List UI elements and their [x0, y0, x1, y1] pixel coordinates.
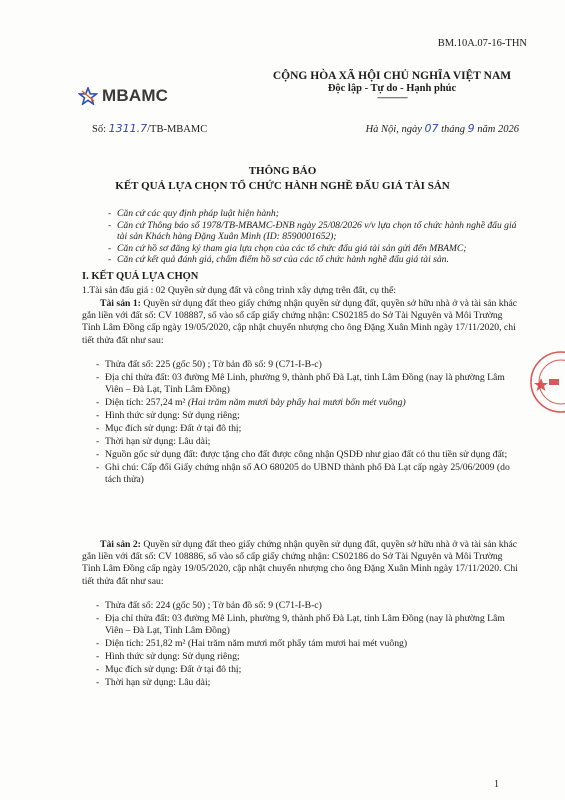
document-date [366, 122, 519, 135]
date-prefix: Hà Nội, ngày [365, 124, 422, 135]
detail-row [96, 397, 522, 409]
section-intro: 1.Tài sản đấu giá : 02 Quyền sử dụng đất và công trình xây dựng trên đất, cụ thể: [82, 285, 396, 296]
notice-subtitle: KẾT QUẢ LỰA CHỌN TỔ CHỨC HÀNH NGHỀ ĐẤU GIÁ TÀI SẢN [115, 180, 450, 192]
company-logo [78, 86, 168, 106]
logo-text: MBAMC [102, 86, 169, 105]
detail-row: - Địa chỉ thửa đất: 03 đường Mê Linh, phường 9, thành phố Đà Lạt, tỉnh Lâm Đồng (nay là phường Lâm Viên – Đà Lạt, Tỉnh Lâm Đồng) [96, 372, 522, 396]
page-number: 1 [494, 779, 499, 790]
legal-basis-item: - Căn cứ Thông báo số 1978/TB-MBAMC-ĐNB ngày 25/08/2026 v/v lựa chọn tổ chức hành nghề đấu giá tài sản Khách hàng Đặng Xuân Minh (ID: 8590001652); [108, 220, 528, 243]
legal-basis-item: - Căn cứ các quy định pháp luật hiện hành; [108, 208, 528, 220]
detail-row: - Diện tích: 251,82 m² (Hai trăm năm mươi mốt phẩy tám mươi hai mét vuông) [96, 638, 522, 650]
mbamc-star-icon [78, 87, 98, 105]
asset-1-label: Tài sản 1: [100, 298, 141, 309]
area-words: (Hai trăm năm mươi bảy phẩy hai mươi bốn mét vuông) [187, 397, 406, 409]
area-value: Diện tích: 257,24 m² [105, 397, 188, 409]
legal-bases [108, 208, 528, 266]
asset-2-paragraph [82, 539, 522, 588]
detail-row: - Mục đích sử dụng: Đất ở tại đô thị; [96, 423, 522, 435]
detail-row: - Ghi chú: Cấp đổi Giấy chứng nhận số AO 680205 do UBND thành phố Đà Lạt cấp ngày 25/06/2009 (do tách thửa) [96, 462, 522, 486]
form-code: BM.10A.07-16-THN [437, 38, 527, 49]
detail-row: - Địa chỉ thửa đất: 03 đường Mê Linh, phường 9, thành phố Đà Lạt, tỉnh Lâm Đồng (nay là phường Lâm Viên – Đà Lạt, Tỉnh Lâm Đồng) [96, 613, 522, 637]
detail-row: - Thửa đất số: 225 (gốc 50) ; Tờ bản đồ số: 9 (C71-I-B-c) [96, 359, 522, 371]
motto-rule: --------------- [377, 92, 407, 102]
national-header [262, 70, 522, 100]
asset-2-text: Quyền sử dụng đất theo giấy chứng nhận quyền sử dụng đất, quyền sở hữu nhà ở và tài sản khác gắn liền với đất số: CV 108886, số vào sổ cấp giấy chứng nhận: CS02186 do Sở Tài Nguyên và Môi Trường Tỉnh Lâm Đồng cấp ngày 19/05/2020, cập nhật chuyển nhượng cho ông Đặng Xuân Minh ngày 17/11/2020. Chi tiết thửa đất như sau: [82, 539, 518, 587]
date-month: 9 [467, 122, 475, 135]
legal-basis-item: - Căn cứ hồ sơ đăng ký tham gia lựa chọn của các tổ chức đấu giá tài sản gửi đến MBAMC; [108, 243, 528, 255]
detail-row: - Hình thức sử dụng: Sử dụng riêng; [96, 410, 522, 422]
asset-1-details [96, 359, 522, 487]
asset-1-paragraph [82, 298, 522, 347]
detail-row: - Nguồn gốc sử dụng đất: được tặng cho đất được công nhận QSDĐ như giao đất có thu tiền sử dụng đất; [96, 449, 522, 461]
doc-no-label: Số: [92, 124, 107, 135]
document-number [92, 122, 207, 135]
notice-title: THÔNG BÁO [248, 165, 317, 177]
legal-basis-item: - Căn cứ kết quả đánh giá, chấm điểm hồ sơ của các tổ chức hành nghề đấu giá tài sản. [108, 254, 528, 266]
national-title: CỘNG HÒA XÃ HỘI CHỦ NGHĨA VIỆT NAM [272, 70, 512, 82]
red-seal-stamp [529, 350, 565, 414]
detail-row: - Hình thức sử dụng: Sử dụng riêng; [96, 651, 522, 663]
section-heading: I. KẾT QUẢ LỰA CHỌN [82, 271, 199, 282]
date-year: năm 2026 [477, 124, 519, 135]
asset-2-details [96, 600, 522, 690]
asset-1-text: Quyền sử dụng đất theo giấy chứng nhận quyền sử dụng đất, quyền sở hữu nhà ở và tài sản khác gắn liền với đất số: CV 108887, số vào sổ cấp giấy chứng nhận: CS02185 do Sở Tài Nguyên và Môi Trường Tỉnh Lâm Đồng cấp ngày 19/05/2020, cập nhật chuyển nhượng cho ông Đặng Xuân Minh ngày 17/11/2020, chi tiết thửa đất như sau: [82, 298, 518, 346]
national-motto: Độc lập - Tự do - Hạnh phúc [327, 83, 457, 94]
detail-row: - Thời hạn sử dụng: Lâu dài; [96, 677, 522, 689]
doc-no-suffix: /TB-MBAMC [147, 124, 208, 135]
doc-no-handwritten: 1311.7 [108, 122, 148, 135]
asset-2-label: Tài sản 2: [100, 539, 141, 550]
detail-row: - Thời hạn sử dụng: Lâu dài; [96, 436, 522, 448]
detail-row: - Mục đích sử dụng: Đất ở tại đô thị; [96, 664, 522, 676]
date-month-label: tháng [441, 124, 466, 135]
detail-row: - Thửa đất số: 224 (gốc 50) ; Tờ bản đồ số: 9 (C71-I-B-c) [96, 600, 522, 612]
date-day: 07 [424, 122, 439, 135]
